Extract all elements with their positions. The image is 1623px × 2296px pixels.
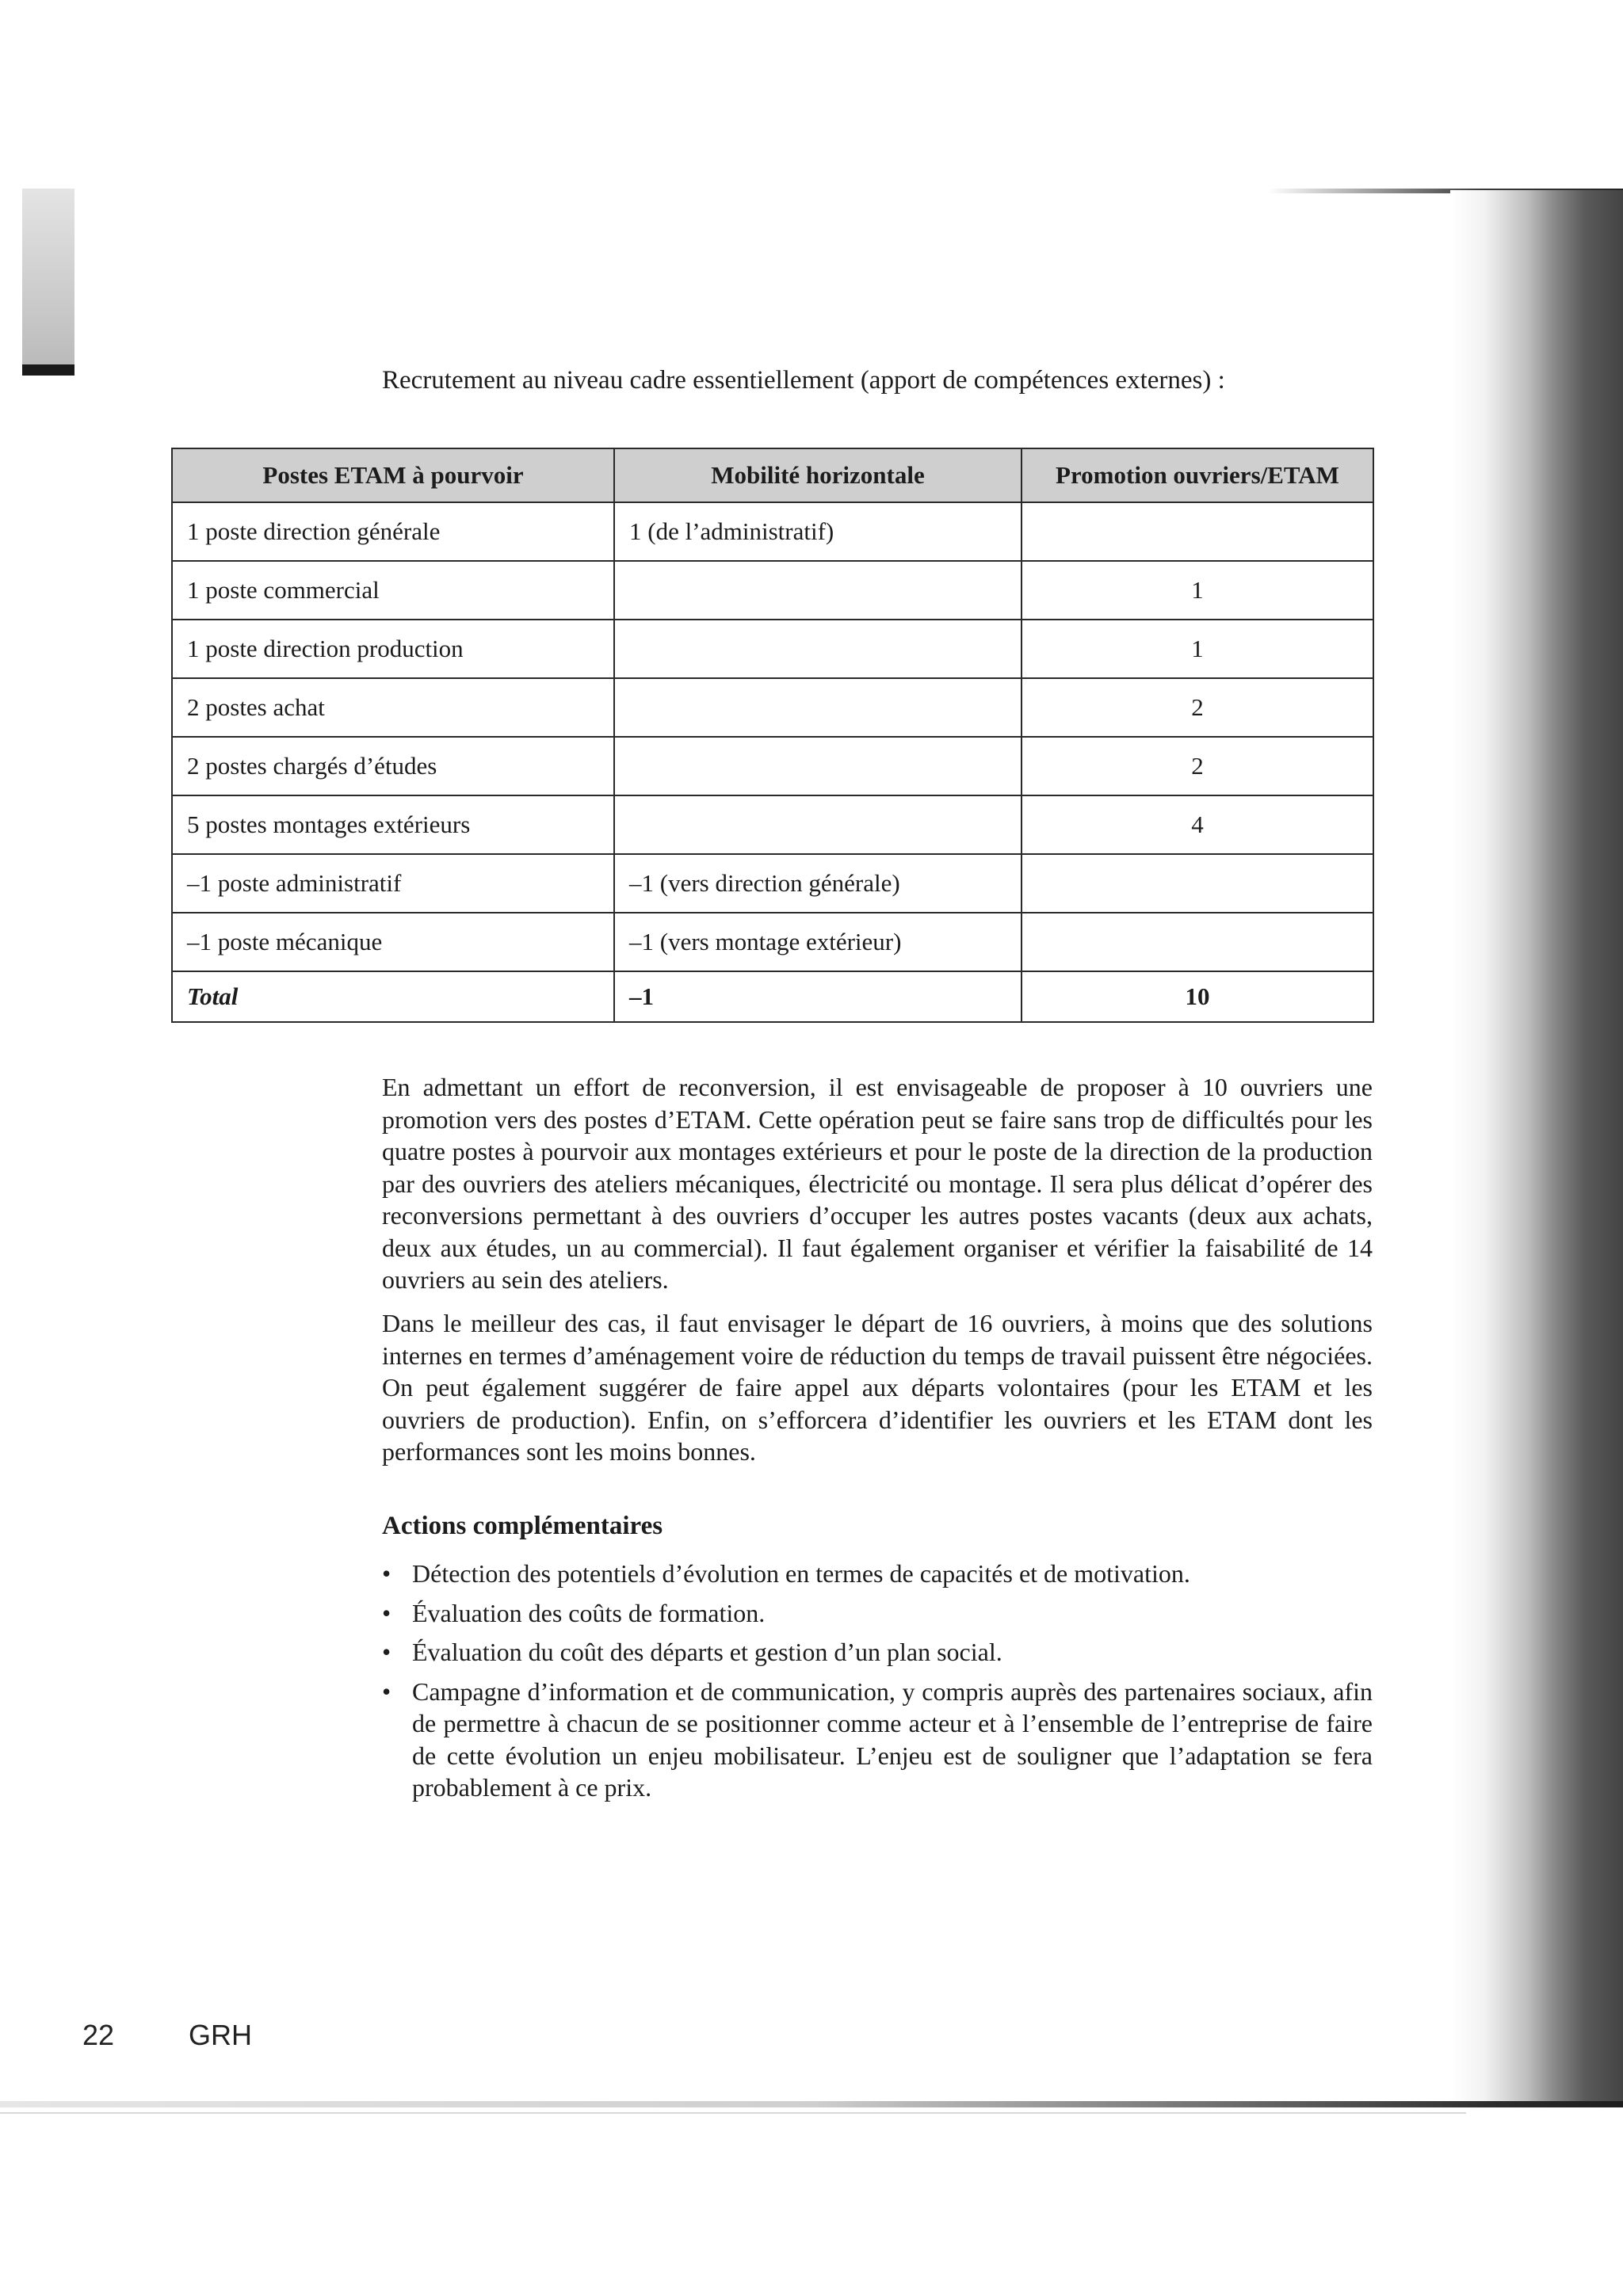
cell-poste: –1 poste mécanique xyxy=(172,913,614,971)
table-row xyxy=(172,737,1373,795)
cell-promotion xyxy=(1022,854,1373,913)
total-promotion: 10 xyxy=(1022,971,1373,1022)
bullet-icon: • xyxy=(382,1638,391,1666)
table-row xyxy=(172,795,1373,854)
table-row xyxy=(172,561,1373,620)
cell-mobilite: 1 (de l’administratif) xyxy=(614,502,1022,561)
cell-poste: 1 poste commercial xyxy=(172,561,614,620)
cell-promotion: 4 xyxy=(1022,795,1373,854)
cell-mobilite: –1 (vers direction générale) xyxy=(614,854,1022,913)
table-row xyxy=(172,620,1373,678)
book-spine-shadow xyxy=(1450,190,1623,2107)
cell-poste: –1 poste administratif xyxy=(172,854,614,913)
thumb-tab-marker xyxy=(22,189,74,371)
list-item xyxy=(382,1636,1373,1669)
cell-poste: 5 postes montages extérieurs xyxy=(172,795,614,854)
actions-list xyxy=(382,1558,1373,1811)
table-row xyxy=(172,854,1373,913)
cell-promotion xyxy=(1022,913,1373,971)
header-mobilite: Mobilité horizontale xyxy=(614,448,1022,502)
cell-poste: 2 postes achat xyxy=(172,678,614,737)
table-row xyxy=(172,913,1373,971)
paragraph-departs: Dans le meilleur des cas, il faut envisager le départ de 16 ouvriers, à moins que des solutions internes en termes d’aménagement voire de réduction du temps de travail puissent être négociées. On peut également suggérer de faire appel aux départs volontaires (pour les ETAM et les ouvriers de production). Enfin, on s’efforcera d’identifier les ouvriers et les ETAM dont les performances sont les moins bonnes. xyxy=(382,1309,1373,1466)
cell-poste: 1 poste direction production xyxy=(172,620,614,678)
total-label: Total xyxy=(172,971,614,1022)
cell-promotion: 2 xyxy=(1022,678,1373,737)
intro-sentence: Recrutement au niveau cadre essentiellement (apport de compétences externes) : xyxy=(382,366,1225,395)
cell-promotion: 1 xyxy=(1022,561,1373,620)
table-row xyxy=(172,678,1373,737)
list-item-text: Évaluation du coût des départs et gestion d’un plan social. xyxy=(412,1638,1002,1666)
header-promotion: Promotion ouvriers/ETAM xyxy=(1022,448,1373,502)
cell-mobilite xyxy=(614,795,1022,854)
cell-mobilite xyxy=(614,678,1022,737)
bullet-icon: • xyxy=(382,1676,391,1706)
list-item-text: Détection des potentiels d’évolution en termes de capacités et de motivation. xyxy=(412,1559,1190,1588)
list-item xyxy=(382,1597,1373,1630)
list-item-text: Campagne d’information et de communication, y compris auprès des partenaires sociaux, afin de permettre à chacun de se positionner comme acteur et à l’ensemble de l’entreprise de faire de cette évolution un enjeu mobilisateur. L’enjeu est de souligner que l’adaptation se fera probablement à ce prix. xyxy=(412,1676,1373,1802)
cell-poste: 1 poste direction générale xyxy=(172,502,614,561)
list-item-text: Évaluation des coûts de formation. xyxy=(412,1598,766,1627)
list-item xyxy=(382,1558,1373,1590)
list-item xyxy=(382,1676,1373,1804)
total-mobilite: –1 xyxy=(614,971,1022,1022)
cell-poste: 2 postes chargés d’études xyxy=(172,737,614,795)
paragraph-reconversion: En admettant un effort de reconversion, il est envisageable de proposer à 10 ouvriers une promotion vers des postes d’ETAM. Cette opération peut se faire sans trop de difficultés pour les quatre postes à pourvoir aux montages extérieurs et pour le poste de la direction de la production par des ouvriers des ateliers mécaniques, électricité ou montage. Il sera plus délicat d’opérer des reconversions permettant à des ouvriers d’occuper les autres postes vacants (deux aux achats, deux aux études, un au commercial). Il faut également organiser et vérifier la faisabilité de 14 ouvriers au sein des ateliers. xyxy=(382,1073,1373,1294)
header-postes: Postes ETAM à pourvoir xyxy=(172,448,614,502)
table-header-row xyxy=(172,448,1373,502)
thumb-tab-bar xyxy=(22,364,74,376)
running-title: GRH xyxy=(189,2019,252,2051)
page-edge-bottom-shadow xyxy=(0,2101,1623,2107)
table-total-row xyxy=(172,971,1373,1022)
table-row xyxy=(172,502,1373,561)
bottom-rule xyxy=(0,2112,1466,2114)
bullet-icon: • xyxy=(382,1559,391,1588)
cell-mobilite xyxy=(614,737,1022,795)
cell-mobilite xyxy=(614,561,1022,620)
etam-table xyxy=(171,448,1374,1023)
bullet-icon: • xyxy=(382,1598,391,1627)
cell-mobilite xyxy=(614,620,1022,678)
page-number: 22 xyxy=(82,2019,115,2051)
cell-promotion xyxy=(1022,502,1373,561)
cell-mobilite: –1 (vers montage extérieur) xyxy=(614,913,1022,971)
cell-promotion: 1 xyxy=(1022,620,1373,678)
cell-promotion: 2 xyxy=(1022,737,1373,795)
section-heading: Actions complémentaires xyxy=(382,1512,663,1540)
